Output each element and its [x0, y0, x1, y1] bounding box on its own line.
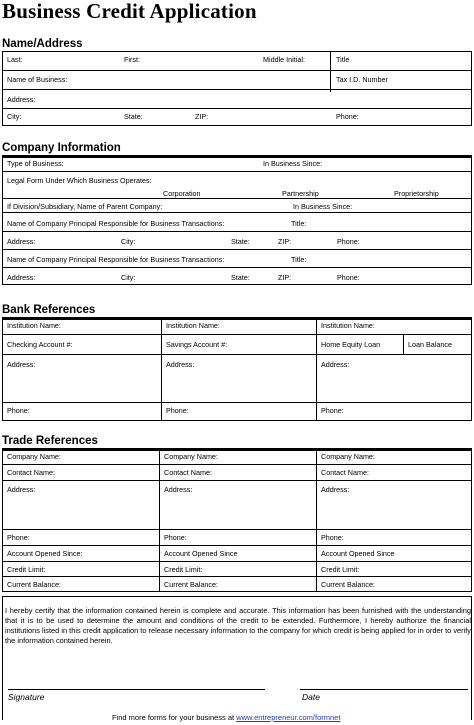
trade-address-field-2[interactable]: Address: [164, 485, 193, 494]
footer-text: Find more forms for your business at [112, 713, 237, 722]
divider [2, 89, 472, 90]
trade-phone-field-1[interactable]: Phone: [7, 533, 30, 542]
bank-institution-field-2[interactable]: Institution Name: [166, 321, 220, 330]
tax-id-field[interactable]: Tax I.D. Number [336, 75, 388, 84]
trade-opened-field-3[interactable]: Account Opened Since [321, 549, 395, 558]
section-heading-bank: Bank References [2, 304, 96, 316]
principal-phone-field-2[interactable]: Phone: [337, 273, 360, 282]
principal-city-field-2[interactable]: City: [121, 273, 136, 282]
date-label: Date [302, 692, 320, 702]
divider [2, 464, 472, 465]
section-heading-company: Company Information [2, 142, 121, 154]
principal-title-field-1[interactable]: Title: [291, 219, 307, 228]
divider [316, 449, 317, 592]
bank-institution-field-1[interactable]: Institution Name: [7, 321, 61, 330]
divider [330, 51, 331, 92]
principal-state-field-1[interactable]: State: [231, 237, 250, 246]
trade-address-field-1[interactable]: Address: [7, 485, 36, 494]
address-field[interactable]: Address: [7, 95, 36, 104]
principal-name-field-2[interactable]: Name of Company Principal Responsible for Business Transactions: [7, 255, 225, 264]
loan-balance-field[interactable]: Loan Balance [408, 340, 452, 349]
divider [316, 318, 317, 421]
section-heading-name-address: Name/Address [2, 38, 83, 50]
divider [403, 334, 404, 354]
principal-zip-field-1[interactable]: ZIP: [278, 237, 292, 246]
bank-institution-field-3[interactable]: Institution Name: [321, 321, 375, 330]
divider [2, 249, 472, 250]
first-name-field[interactable]: First: [124, 55, 140, 64]
business-since-field[interactable]: In Business Since: [263, 159, 323, 168]
trade-contact-field-3[interactable]: Contact Name: [321, 468, 369, 477]
principal-address-field-2[interactable]: Address: [7, 273, 36, 282]
proprietorship-label: Proprietorship [394, 189, 439, 198]
divider [2, 561, 472, 562]
bank-address-field-1[interactable]: Address: [7, 360, 36, 369]
middle-initial-field[interactable]: Middle Initial: [263, 55, 305, 64]
trade-opened-field-1[interactable]: Account Opened Since: [7, 549, 83, 558]
title-field[interactable]: Title [336, 55, 350, 64]
trade-balance-field-2[interactable]: Current Balance: [164, 580, 218, 589]
signature-label: Signature [8, 692, 45, 702]
principal-title-field-2[interactable]: Title: [291, 255, 307, 264]
bank-phone-field-2[interactable]: Phone: [166, 406, 189, 415]
divider [2, 402, 472, 403]
business-name-field[interactable]: Name of Business: [7, 75, 68, 84]
divider [2, 576, 472, 577]
signature-line[interactable] [8, 689, 265, 690]
principal-state-field-2[interactable]: State: [231, 273, 250, 282]
divider [2, 70, 472, 71]
legal-form-label: Legal Form Under Which Business Operates: [7, 176, 152, 185]
divider [2, 334, 472, 335]
principal-city-field-1[interactable]: City: [121, 237, 136, 246]
partnership-label: Partnership [282, 189, 319, 198]
last-name-field[interactable]: Last: [7, 55, 23, 64]
corporation-label: Corporation [163, 189, 201, 198]
trade-company-field-3[interactable]: Company Name: [321, 452, 375, 461]
section-heading-trade: Trade References [2, 435, 98, 447]
trade-opened-field-2[interactable]: Account Opened Since [164, 549, 238, 558]
trade-address-field-3[interactable]: Address: [321, 485, 350, 494]
divider [2, 212, 472, 213]
divider [2, 198, 472, 199]
bank-box [2, 317, 472, 421]
principal-address-field-1[interactable]: Address: [7, 237, 36, 246]
divider [2, 267, 472, 268]
bank-address-field-3[interactable]: Address: [321, 360, 350, 369]
trade-company-field-2[interactable]: Company Name: [164, 452, 218, 461]
divider [2, 171, 472, 172]
footer [112, 713, 340, 722]
trade-credit-limit-field-1[interactable]: Credit Limit: [7, 565, 46, 574]
certification-text: I hereby certify that the information contained herein is complete and accurate. This information has been furnished with the understanding that it is to be used to determine the amount and conditions of the credit to be extended. Furthermore, I hereby authorize the financial institutions listed in this credit application to release necessary information to the company for which credit is being applied for in order to verify the information contained herein. [5, 606, 471, 645]
divider [2, 354, 472, 355]
trade-company-field-1[interactable]: Company Name: [7, 452, 61, 461]
page-title: Business Credit Application [2, 0, 257, 23]
parent-company-field[interactable]: If Division/Subsidiary, Name of Parent Company: [7, 202, 163, 211]
business-type-field[interactable]: Type of Business: [7, 159, 64, 168]
trade-phone-field-3[interactable]: Phone: [321, 533, 344, 542]
trade-phone-field-2[interactable]: Phone: [164, 533, 187, 542]
checking-account-field[interactable]: Checking Account #: [7, 340, 73, 349]
divider [2, 480, 472, 481]
bank-address-field-2[interactable]: Address: [166, 360, 195, 369]
trade-balance-field-3[interactable]: Current Balance: [321, 580, 375, 589]
divider [2, 108, 472, 109]
home-equity-field[interactable]: Home Equity Loan [321, 340, 381, 349]
bank-phone-field-3[interactable]: Phone: [321, 406, 344, 415]
trade-box [2, 448, 472, 592]
savings-account-field[interactable]: Savings Account #: [166, 340, 228, 349]
principal-phone-field-1[interactable]: Phone: [337, 237, 360, 246]
city-field[interactable]: City: [7, 112, 22, 121]
bank-phone-field-1[interactable]: Phone: [7, 406, 30, 415]
divider [159, 449, 160, 592]
phone-field[interactable]: Phone: [336, 112, 359, 121]
date-line[interactable] [300, 689, 468, 690]
trade-balance-field-1[interactable]: Current Balance: [7, 580, 61, 589]
trade-contact-field-1[interactable]: Contact Name: [7, 468, 55, 477]
principal-name-field-1[interactable]: Name of Company Principal Responsible for Business Transactions: [7, 219, 225, 228]
principal-zip-field-2[interactable]: ZIP: [278, 273, 292, 282]
divider [2, 529, 472, 530]
divider [2, 545, 472, 546]
zip-field[interactable]: ZIP: [195, 112, 209, 121]
trade-credit-limit-field-2[interactable]: Credit Limit: [164, 565, 203, 574]
state-field[interactable]: State: [124, 112, 143, 121]
parent-since-field[interactable]: In Business Since: [293, 202, 353, 211]
footer-link[interactable]: www.entrepreneur.com/formnet [236, 713, 341, 722]
trade-contact-field-2[interactable]: Contact Name: [164, 468, 212, 477]
divider [161, 318, 162, 421]
divider [2, 231, 472, 232]
trade-credit-limit-field-3[interactable]: Credit Limit: [321, 565, 360, 574]
